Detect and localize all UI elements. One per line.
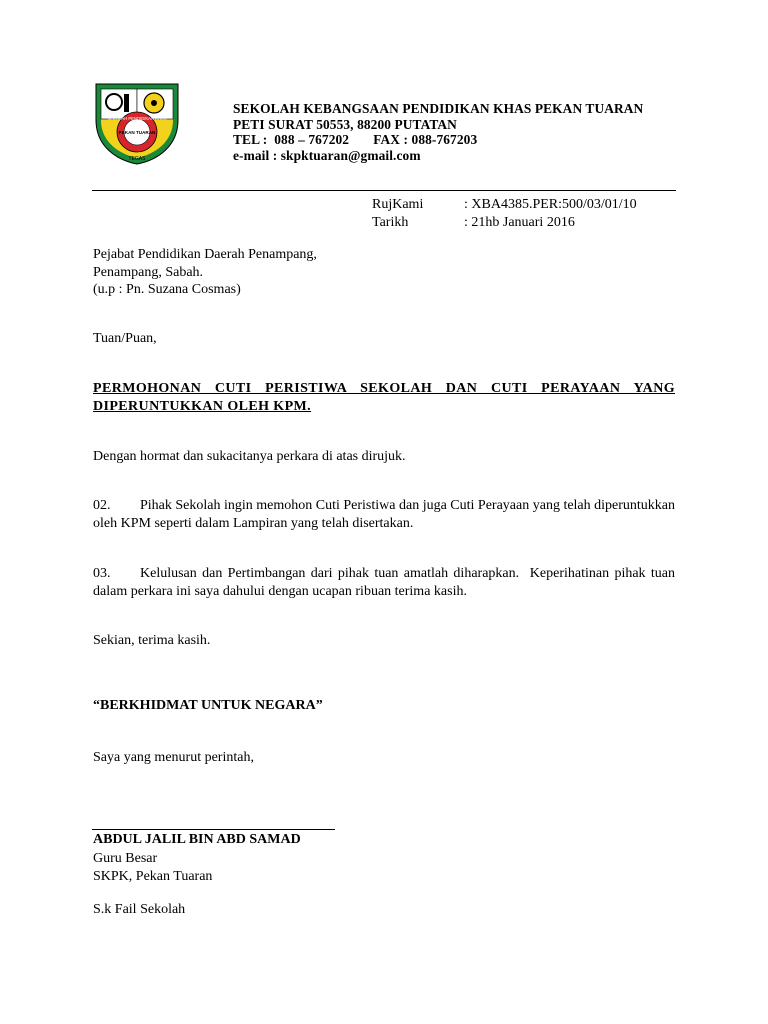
tarikh-label: Tarikh [372, 215, 409, 230]
paragraph-03 [93, 565, 679, 600]
sign-off: Saya yang menurut perintah, [93, 750, 254, 765]
signatory-name: ABDUL JALIL BIN ABD SAMAD [93, 832, 301, 847]
logo-motto: TEGAS [128, 156, 146, 162]
recipient-address [93, 246, 317, 299]
recipient-line: Pejabat Pendidikan Daerah Penampang, [93, 247, 317, 262]
paragraph-text: Pihak Sekolah ingin memohon Cuti Peristiwa dan juga Cuti Perayaan yang telah diperuntukkan oleh KPM seperti dalam Lampiran yang telah disertakan. [93, 498, 676, 531]
header-divider [92, 190, 676, 191]
salutation: Tuan/Puan, [93, 331, 157, 346]
recipient-line: Penampang, Sabah. [93, 264, 204, 280]
letterhead [233, 101, 643, 163]
school-address: PETI SURAT 50553, 88200 PUTATAN [233, 116, 457, 132]
paragraph-number: 03. [93, 566, 111, 581]
closing-line: Sekian, terima kasih. [93, 633, 211, 648]
signatory-details [93, 850, 212, 885]
reference-block [372, 196, 637, 232]
phone-fax: TEL : 088 – 767202 FAX : 088-767203 [233, 132, 478, 147]
tarikh-value: : 21hb Januari 2016 [464, 215, 575, 230]
signature-line [92, 829, 335, 830]
email: e-mail : skpktuaran@gmail.com [233, 147, 421, 163]
rujkami-label: RujKami [372, 197, 424, 212]
recipient-line: (u.p : Pn. Suzana Cosmas) [93, 282, 241, 297]
logo-center-text: PEKAN TUARAN [118, 130, 156, 135]
letter-subject: PERMOHONAN CUTI PERISTIWA SEKOLAH DAN CUTI PERAYAAN YANG DIPERUNTUKKAN OLEH KPM. [93, 381, 675, 414]
signatory-title: Guru Besar [93, 851, 158, 866]
paragraph-02 [93, 497, 675, 532]
motto: “BERKHIDMAT UNTUK NEGARA” [93, 698, 323, 713]
paragraph-number: 02. [93, 498, 111, 513]
opening-line: Dengan hormat dan sukacitanya perkara di atas dirujuk. [93, 449, 406, 464]
school-logo [92, 80, 182, 166]
rujkami-value: : XBA4385.PER:500/03/01/10 [464, 197, 637, 212]
logo-ring-text: SEKOLAH PENDIDIKAN KHAS [107, 116, 167, 121]
carbon-copy: S.k Fail Sekolah [93, 902, 186, 917]
paragraph-text: Kelulusan dan Pertimbangan dari pihak tuan amatlah diharapkan. Keperihatinan pihak tuan dalam perkara ini saya dahului dengan ucapan ribuan terima kasih. [93, 566, 679, 599]
school-name: SEKOLAH KEBANGSAAN PENDIDIKAN KHAS PEKAN TUARAN [233, 101, 644, 116]
signatory-school: SKPK, Pekan Tuaran [93, 868, 213, 884]
